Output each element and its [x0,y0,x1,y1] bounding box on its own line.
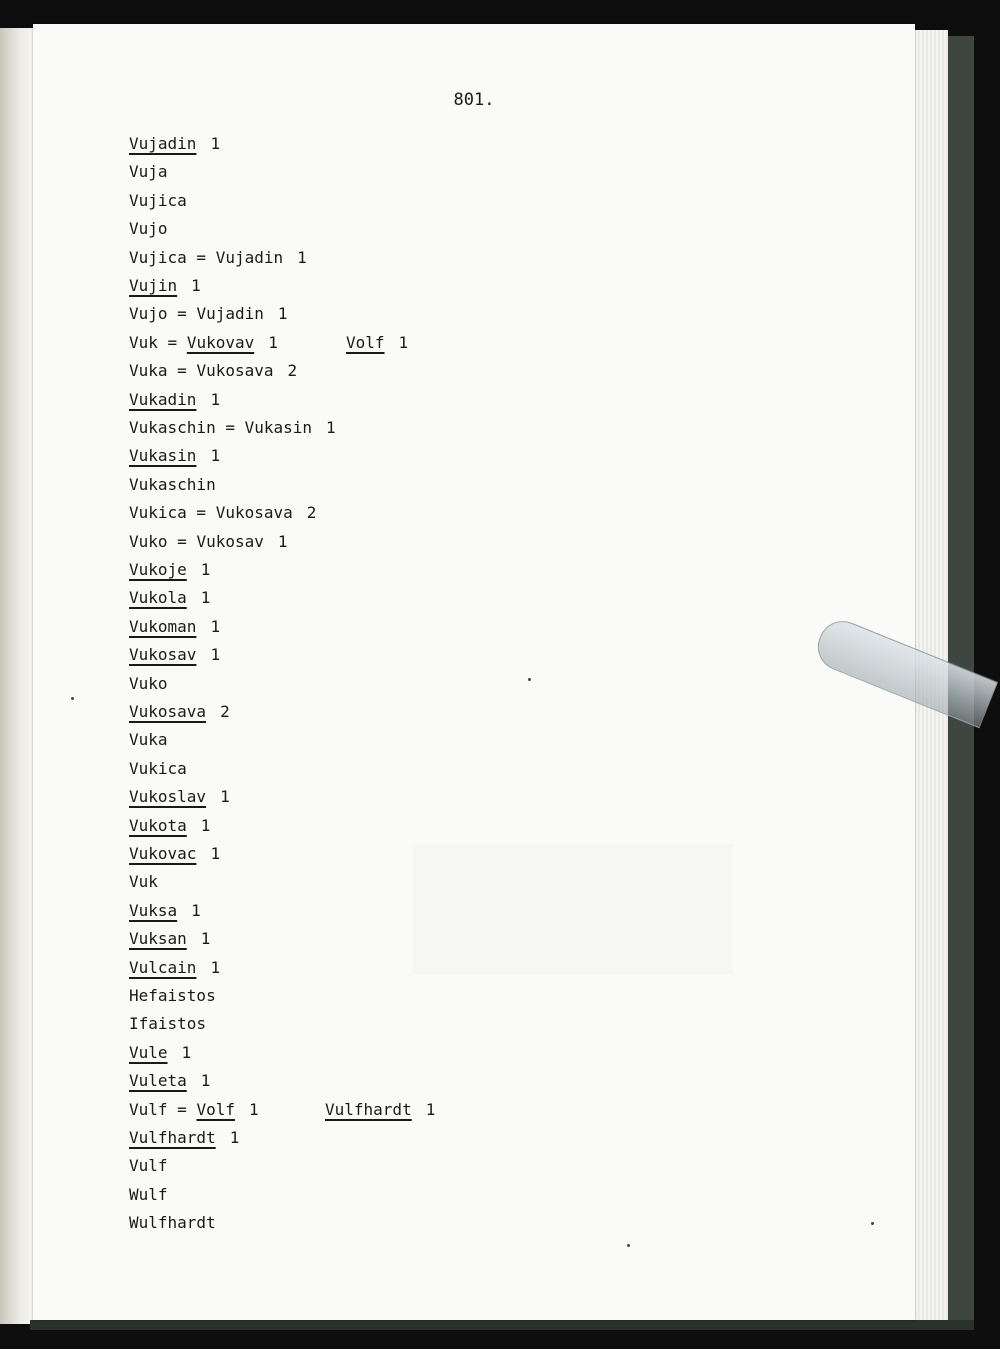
entry-name: Vulfhardt [129,1128,216,1147]
entry-count: 2 [220,702,230,721]
index-entry [129,389,220,411]
entry-name: Vuko [129,673,168,693]
index-entry [129,928,210,950]
entry-name: Vuksa [129,900,178,920]
speck [71,697,74,700]
equals-sign: = [215,418,245,437]
secondary-entry [325,1099,435,1121]
entry-name: Vujica [129,190,187,210]
index-entry [129,531,288,553]
entry-name: Vukoslav [129,787,207,807]
index-entry [129,1184,168,1206]
entry-reference: Volf [196,1099,235,1119]
index-entry [129,786,230,808]
entry-name: Vuleta [129,1071,187,1091]
entry-name: Vujica [129,247,187,267]
entry-name: Vulf [129,1099,168,1119]
entry-count: 1 [200,588,211,608]
entry-name: Vuka [129,361,168,381]
index-entry [129,445,220,467]
index-entry [129,843,220,865]
entry-name: Vukosava [129,702,207,721]
entry-reference: Vukosav [196,531,264,551]
index-entry [129,1127,239,1149]
entry-count: 1 [210,134,221,153]
entry-count: 1 [210,645,221,665]
index-entry [129,758,187,780]
entry-name: Vuko [129,531,168,551]
entry-count: 1 [200,929,211,949]
index-entry [129,133,220,155]
index-entry [129,729,168,751]
entry-count: 1 [268,332,278,352]
secondary-entry-count: 1 [425,1099,436,1119]
entry-name: Vukadin [129,389,197,409]
index-entry [129,900,201,922]
index-entry [129,303,288,325]
index-entry [129,275,201,297]
index-entry [129,815,210,837]
entry-name: Vukola [129,588,187,608]
page-number: 801. [453,90,495,110]
index-entry [129,616,220,638]
show-through-shade [413,844,733,974]
entry-name: Vule [129,1042,168,1062]
entry-count: 1 [297,247,307,267]
index-entry [129,417,336,439]
entry-count: 1 [210,389,221,409]
entry-name: Vujo [129,304,168,324]
entry-count: 1 [229,1128,240,1147]
index-entry [129,559,210,581]
index-entry [129,587,210,609]
entry-name: Vukovac [129,844,197,863]
equals-sign: = [167,1099,197,1119]
entry-count: 1 [210,446,221,466]
index-entry [129,1070,210,1092]
index-entry [129,1042,191,1064]
entry-count: 1 [248,1099,259,1119]
entry-count: 1 [200,560,211,579]
book-cover-bottom [30,1320,974,1330]
index-entry [129,161,168,183]
entry-reference: Vukosava [215,503,293,523]
secondary-entry-name: Vulfhardt [325,1099,412,1119]
entry-reference: Vukosava [196,361,274,381]
entry-reference: Vujadin [215,247,284,267]
index-entry [129,502,316,524]
entry-name: Vuk [129,872,158,892]
index-entry [129,474,216,496]
entry-name: Vulcain [129,957,197,977]
index-entry [129,1099,436,1121]
entry-name: Vukosav [129,645,197,665]
index-entry [129,985,216,1007]
entry-name: Vukoje [129,560,187,579]
entry-name: Vujadin [129,134,197,153]
entry-count: 1 [277,531,288,551]
equals-sign: = [167,304,197,324]
index-entry [129,957,220,979]
equals-sign: = [186,247,216,267]
entry-reference: Vujadin [196,304,264,324]
entry-count: 2 [306,503,317,523]
speck [871,1222,874,1225]
entry-name: Vuja [129,162,168,182]
entry-name: Vukota [129,815,187,835]
entry-name: Vujo [129,219,168,239]
entry-name: Vukica [129,503,187,523]
secondary-entry [346,332,408,354]
entry-name: Hefaistos [129,986,216,1005]
entry-name: Vukaschin [129,474,216,494]
equals-sign: = [167,531,197,551]
entry-name: Vujin [129,276,178,295]
entry-name: Vuka [129,730,168,750]
equals-sign: = [186,503,216,523]
speck [528,678,531,681]
index-entry [129,1013,206,1035]
entry-count: 1 [191,900,201,920]
entry-name: Vukica [129,758,187,778]
entry-name: Ifaistos [129,1014,207,1034]
entry-count: 2 [287,361,298,381]
document-page [33,24,915,1320]
entry-name: Vukasin [129,446,197,466]
index-entry [129,360,297,382]
equals-sign: = [167,361,197,381]
index-entry [129,332,409,354]
index-entry [129,644,220,666]
index-entry [129,701,230,723]
entry-name: Wulf [129,1184,168,1204]
entry-count: 1 [210,957,221,977]
index-entry [129,218,168,240]
entry-count: 1 [326,418,336,437]
speck [627,1244,630,1247]
entry-count: 1 [210,616,221,636]
entry-name: Vukaschin [129,418,216,437]
entry-count: 1 [200,1071,211,1091]
secondary-entry-name: Volf [346,332,385,352]
index-entry [129,673,168,695]
entry-reference: Vukasin [244,418,313,437]
entry-name: Vukoman [129,616,197,636]
secondary-entry-count: 1 [398,332,409,352]
entry-name: Vuksan [129,929,187,949]
index-entry [129,247,307,269]
entry-count: 1 [220,787,230,807]
entry-name: Vulf [129,1156,168,1176]
index-entry [129,1212,216,1234]
entry-count: 1 [200,815,211,835]
entry-name: Wulfhardt [129,1213,216,1233]
entry-count: 1 [191,276,201,295]
index-entry [129,190,187,212]
entry-count: 1 [181,1042,192,1062]
entry-count: 1 [210,844,221,863]
entry-name: Vuk [129,332,158,352]
entry-reference: Vukovav [186,332,255,352]
entry-count: 1 [277,304,288,324]
equals-sign: = [157,332,187,352]
index-entry [129,1155,168,1177]
index-entry [129,871,158,893]
facing-page-edge [0,28,35,1324]
